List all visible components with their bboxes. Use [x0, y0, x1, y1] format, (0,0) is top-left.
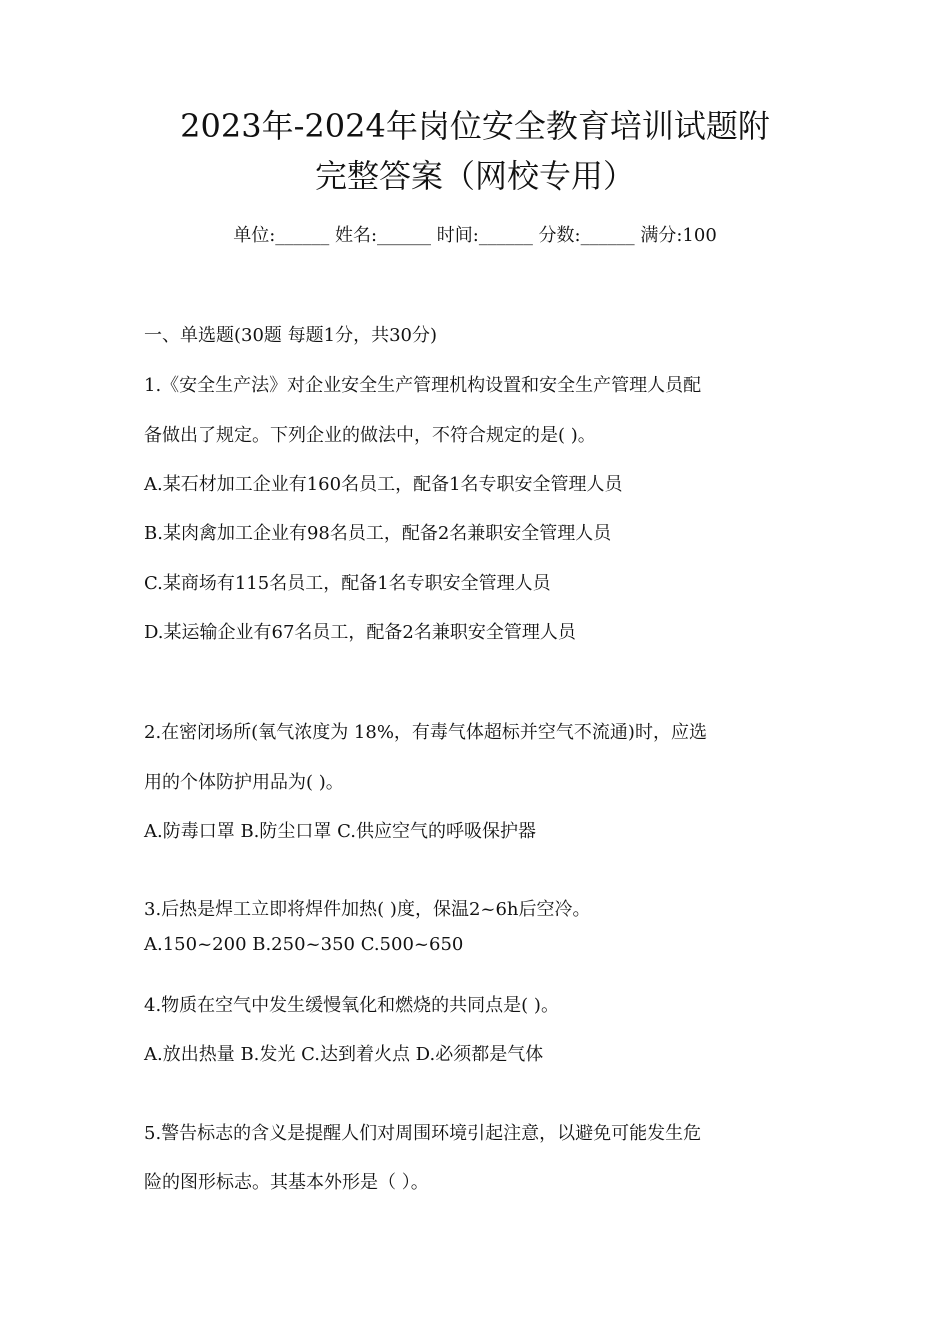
question-2-options: A.防毒口罩 B.防尘口罩 C.供应空气的呼吸保护器 [144, 821, 536, 842]
question-2-stem-line-1: 2.在密闭场所(氧气浓度为 18%，有毒气体超标并空气不流通)时，应选 [144, 722, 707, 743]
question-1-stem-line-2: 备做出了规定。下列企业的做法中，不符合规定的是( )。 [144, 425, 596, 446]
document-title-line-1: 2023年-2024年岗位安全教育培训试题附 [180, 107, 770, 145]
document-title-line-2: 完整答案（网校专用） [314, 157, 635, 195]
question-3-stem: 3.后热是焊工立即将焊件加热( )度，保温2~6h后空冷。 [144, 899, 591, 920]
question-1-stem-line-1: 1.《安全生产法》对企业安全生产管理机构设置和安全生产管理人员配 [144, 375, 702, 396]
question-1-option-d: D.某运输企业有67名员工，配备2名兼职安全管理人员 [144, 622, 576, 643]
question-1-option-b: B.某肉禽加工企业有98名员工，配备2名兼职安全管理人员 [144, 523, 612, 544]
question-5-stem-line-1: 5.警告标志的含义是提醒人们对周围环境引起注意，以避免可能发生危 [144, 1123, 702, 1144]
question-1-option-a: A.某石材加工企业有160名员工，配备1名专职安全管理人员 [144, 474, 623, 495]
question-3-options: A.150~200 B.250~350 C.500~650 [144, 934, 464, 955]
question-4-stem: 4.物质在空气中发生缓慢氧化和燃烧的共同点是( )。 [144, 995, 559, 1016]
question-2-stem-line-2: 用的个体防护用品为( )。 [144, 772, 344, 793]
question-1-option-c: C.某商场有115名员工，配备1名专职安全管理人员 [144, 573, 551, 594]
section-heading: 一、单选题(30题 每题1分，共30分) [144, 325, 438, 346]
question-5-stem-line-2: 险的图形标志。其基本外形是（ ）。 [144, 1172, 429, 1193]
exam-info-line: 单位:______ 姓名:______ 时间:______ 分数:______ 满分:100 [233, 225, 717, 246]
question-4-options: A.放出热量 B.发光 C.达到着火点 D.必须都是气体 [144, 1044, 544, 1065]
